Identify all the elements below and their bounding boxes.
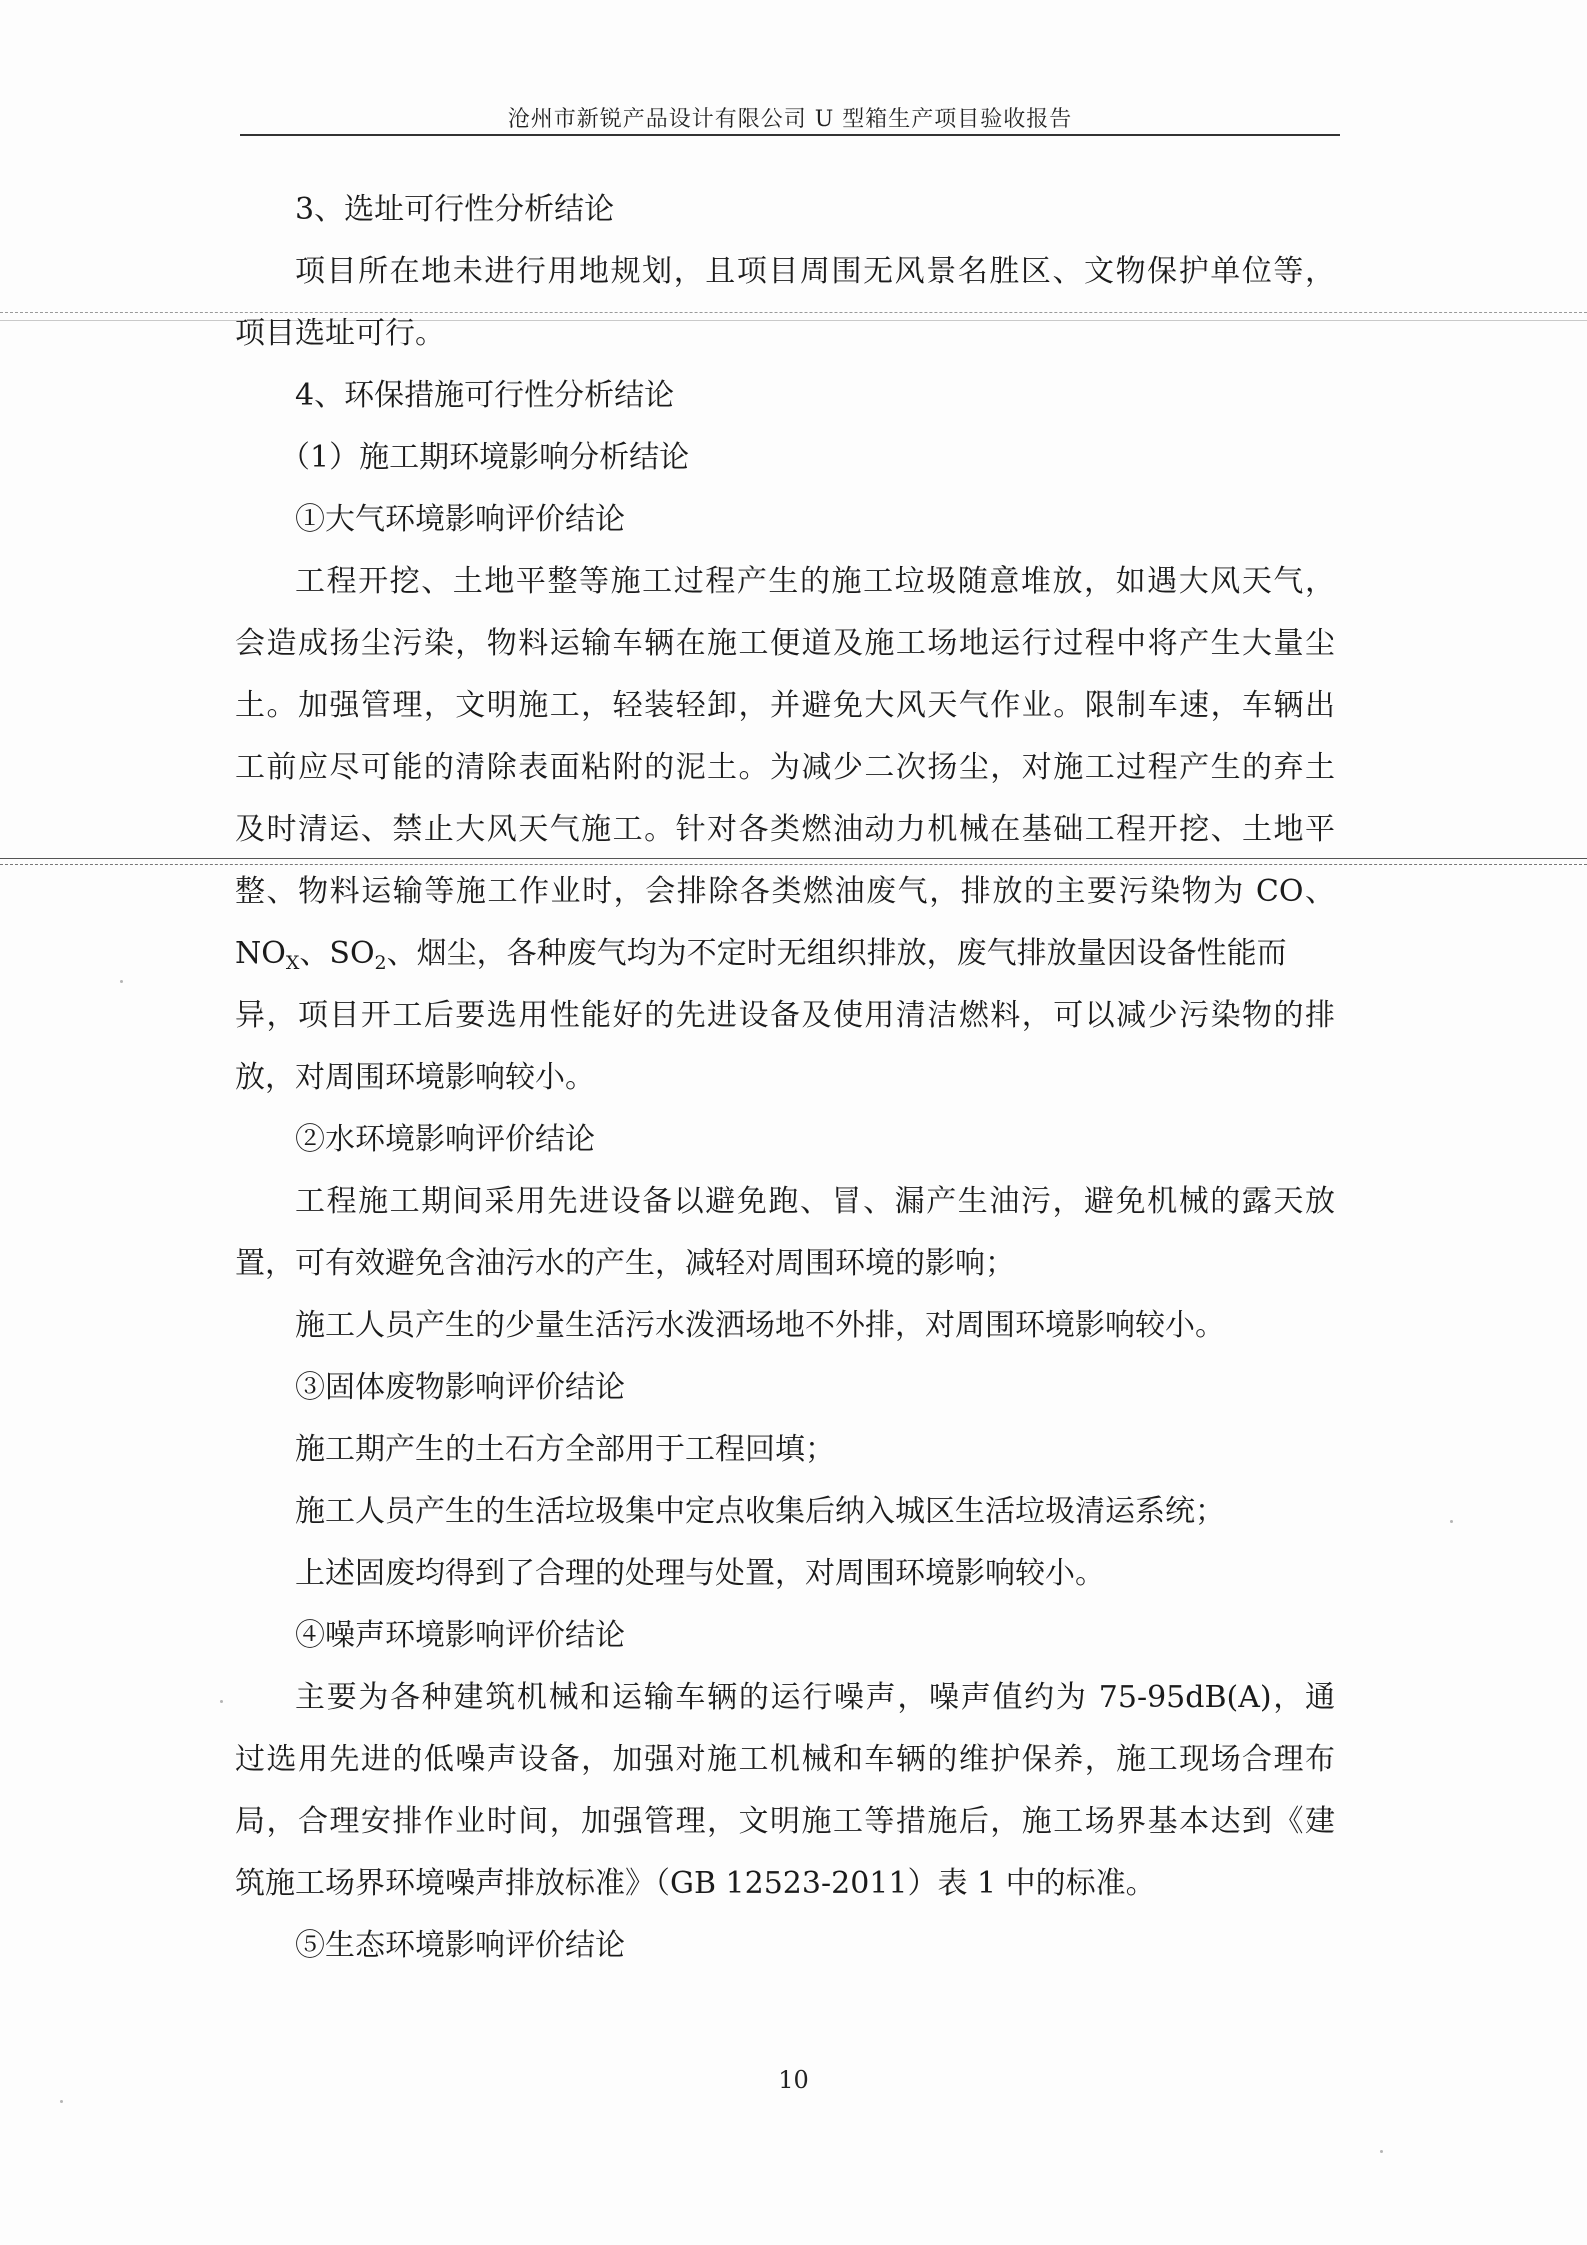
- paragraph-line-rest: 、烟尘，各种废气均为不定时无组织排放，废气排放量因设备性能而: [386, 936, 1287, 971]
- page-number: 10: [778, 2066, 809, 2094]
- running-header: 沧州市新锐产品设计有限公司 U 型箱生产项目验收报告: [507, 107, 1073, 132]
- paragraph-line: 土。加强管理，文明施工，轻装轻卸，并避免大风天气作业。限制车速，车辆出: [235, 688, 1335, 723]
- section-heading: 4、环保措施可行性分析结论: [295, 378, 675, 413]
- subsection-heading: ⑤生态环境影响评价结论: [295, 1928, 625, 1963]
- scan-speck: [220, 1700, 223, 1703]
- paragraph-line: 项目选址可行。: [235, 316, 445, 351]
- paragraph-line: 过选用先进的低噪声设备，加强对施工机械和车辆的维护保养，施工现场合理布: [235, 1742, 1335, 1777]
- paragraph-line: 及时清运、禁止大风天气施工。针对各类燃油动力机械在基础工程开挖、土地平: [235, 812, 1335, 847]
- scan-speck: [60, 2100, 63, 2103]
- paragraph-line: 项目所在地未进行用地规划，且项目周围无风景名胜区、文物保护单位等，: [295, 254, 1335, 289]
- paragraph-line: 主要为各种建筑机械和运输车辆的运行噪声，噪声值约为 75-95dB(A)，通: [295, 1680, 1335, 1715]
- nox-formula: $NO_X$: [235, 936, 300, 974]
- paragraph-line: 施工期产生的土石方全部用于工程回填；: [295, 1432, 835, 1467]
- section-heading: 3、选址可行性分析结论: [295, 192, 615, 227]
- paragraph-line: 工前应尽可能的清除表面粘附的泥土。为减少二次扬尘，对施工过程产生的弃土: [235, 750, 1335, 785]
- paragraph-line: 施工人员产生的生活垃圾集中定点收集后纳入城区生活垃圾清运系统；: [295, 1494, 1225, 1529]
- paragraph-line: 施工人员产生的少量生活污水泼洒场地不外排，对周围环境影响较小。: [295, 1308, 1225, 1343]
- subsection-heading: ④噪声环境影响评价结论: [295, 1618, 625, 1653]
- paragraph-line: 异，项目开工后要选用性能好的先进设备及使用清洁燃料，可以减少污染物的排: [235, 998, 1335, 1033]
- scan-speck: [1450, 1520, 1453, 1523]
- scan-speck: [120, 980, 123, 983]
- scan-speck: [1380, 2150, 1383, 2153]
- paragraph-line: 工程施工期间采用先进设备以避免跑、冒、漏产生油污，避免机械的露天放: [295, 1184, 1335, 1219]
- paragraph-line: 置，可有效避免含油污水的产生，减轻对周围环境的影响；: [235, 1246, 1015, 1281]
- header-rule: [240, 134, 1340, 136]
- paragraph-line: 工程开挖、土地平整等施工过程产生的施工垃圾随意堆放，如遇大风天气，: [295, 564, 1335, 599]
- subsection-heading: （1）施工期环境影响分析结论: [280, 440, 690, 475]
- subsection-heading: ③固体废物影响评价结论: [295, 1370, 625, 1405]
- subsection-heading: ②水环境影响评价结论: [295, 1122, 595, 1157]
- subsection-heading: ①大气环境影响评价结论: [295, 502, 625, 537]
- so2-formula: $SO_2$: [329, 936, 387, 974]
- paragraph-line: 放，对周围环境影响较小。: [235, 1060, 595, 1095]
- paragraph-line: 上述固废均得到了合理的处理与处置，对周围环境影响较小。: [295, 1556, 1105, 1591]
- paragraph-line: 局，合理安排作业时间，加强管理，文明施工等措施后，施工场界基本达到《建: [235, 1804, 1335, 1839]
- paragraph-line: 筑施工场界环境噪声排放标准》（GB 12523-2011）表 1 中的标准。: [235, 1866, 1156, 1901]
- paragraph-line: 会造成扬尘污染，物料运输车辆在施工便道及施工场地运行过程中将产生大量尘: [235, 626, 1335, 661]
- paragraph-line: 整、物料运输等施工作业时，会排除各类燃油废气，排放的主要污染物为 CO、: [235, 874, 1335, 909]
- paragraph-line-chem: $NO_X$、$SO_2$、烟尘，各种废气均为不定时无组织排放，废气排放量因设备性能而: [235, 936, 1287, 974]
